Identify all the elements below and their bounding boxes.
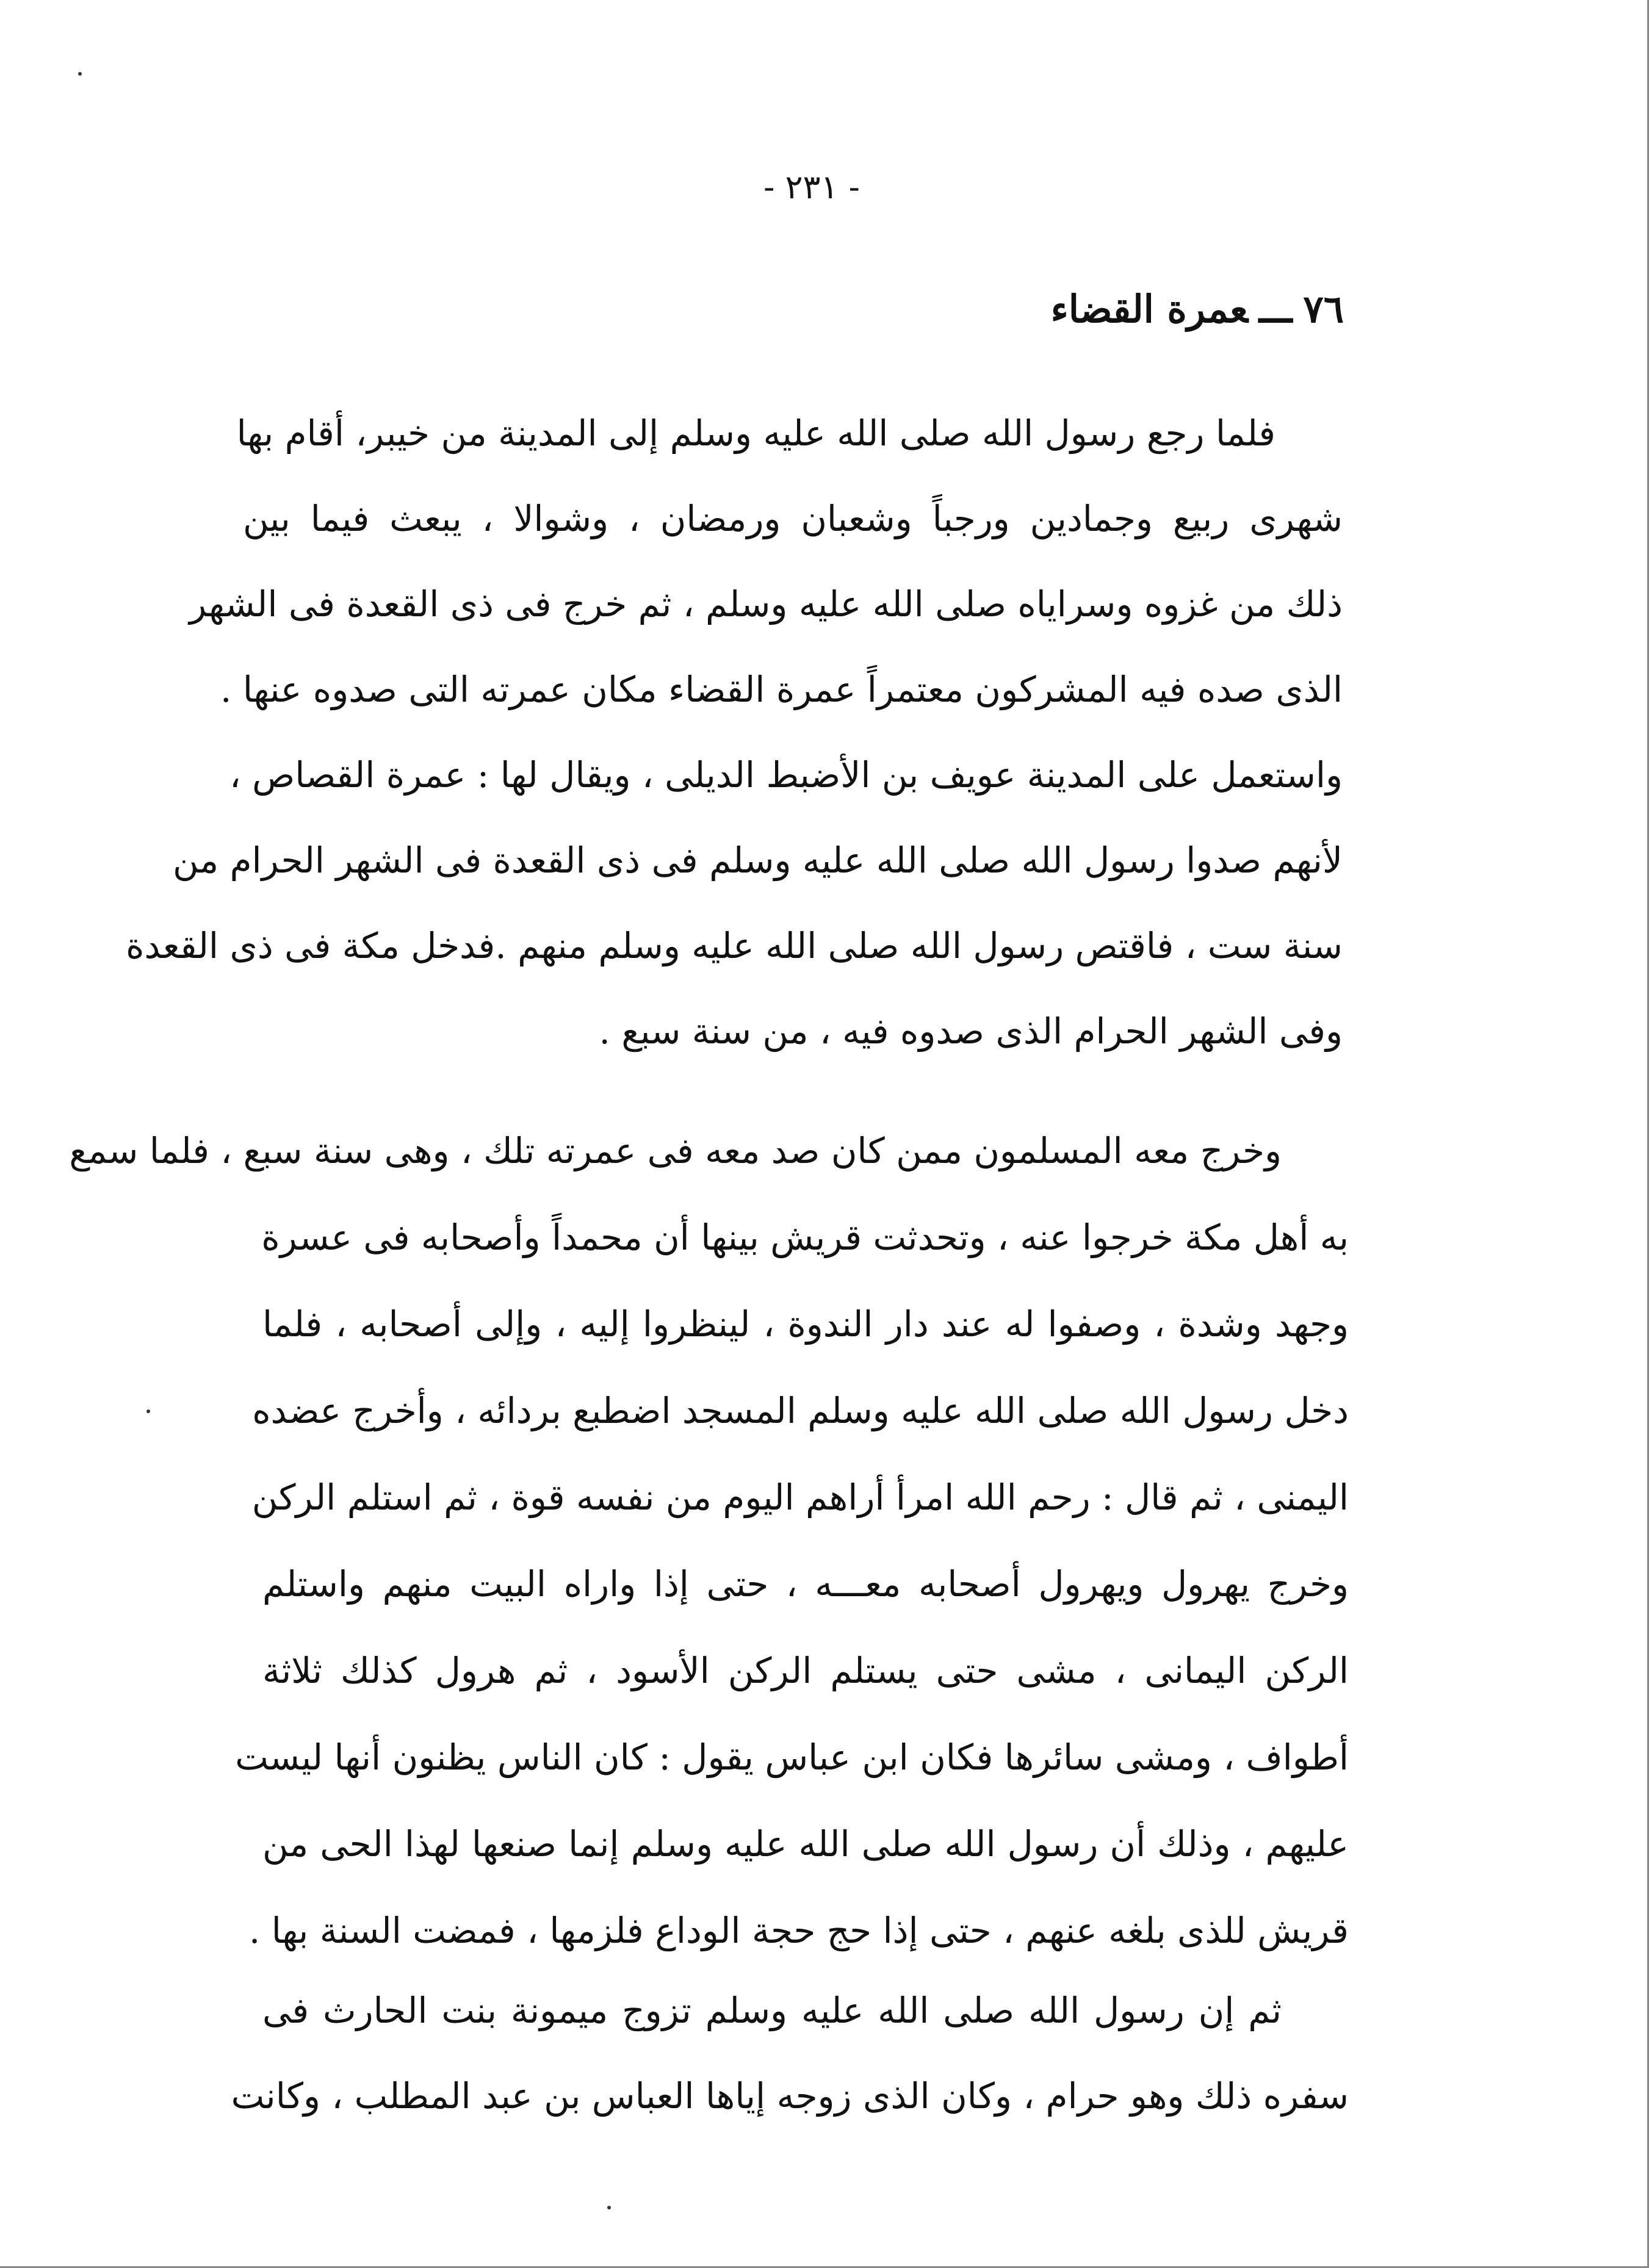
- scan-speck: [607, 2206, 611, 2209]
- paragraph-1: [126, 391, 1343, 1074]
- text-line: عليهم ، وذلك أن رسول الله صلى الله عليه وسلم إنما صنعها لهذا الحى من: [262, 1823, 1349, 1865]
- section-number: ٧٦: [1303, 287, 1344, 331]
- section-dash: ـــ: [1258, 287, 1293, 331]
- text-line: اليمنى ، ثم قال : رحم الله امرأ أراهم اليوم من نفسه قوة ، ثم استلم الركن: [251, 1477, 1349, 1518]
- text-line: أطواف ، ومشى سائرها فكان ابن عباس يقول : كان الناس يظنون أنها ليست: [235, 1737, 1349, 1778]
- text-line: الذى صده فيه المشركون معتمراً عمرة القضاء مكان عمرته التى صدوه عنها .: [220, 669, 1343, 710]
- text-line: وجهد وشدة ، وصفوا له عند دار الندوة ، لينظروا إليه ، وإلى أصحابه ، فلما: [262, 1303, 1349, 1345]
- text-line: لأنهم صدوا رسول الله صلى الله عليه وسلم فى ذى القعدة فى الشهر الحرام من: [172, 840, 1343, 881]
- page-number: - ٢٣١ -: [763, 168, 860, 206]
- text-line: ذلك من غزوه وسراياه صلى الله عليه وسلم ، ثم خرج فى ذى القعدة فى الشهر: [189, 583, 1343, 625]
- text-line: قريش للذى بلغه عنهم ، حتى إذا حج حجة الوداع فلزمها ، فمضت السنة بها .: [248, 1910, 1349, 1951]
- text-line: ثم إن رسول الله صلى الله عليه وسلم تزوج ميمونة بنت الحارث فى: [262, 1990, 1282, 2031]
- text-line: واستعمل على المدينة عويف بن الأضبط الديلى ، ويقال لها : عمرة القصاص ،: [229, 754, 1343, 796]
- text-line: وخرج معه المسلمون ممن كان صد معه فى عمرته تلك ، وهى سنة سبع ، فلما سمع: [69, 1130, 1282, 1172]
- text-line: سفره ذلك وهو حرام ، وكان الذى زوجه إياها العباس بن عبد المطلب ، وكانت: [231, 2075, 1349, 2117]
- text-line: الركن اليمانى ، مشى حتى يستلم الركن الأسود ، ثم هرول كذلك ثلاثة: [262, 1650, 1349, 1691]
- text-line: به أهل مكة خرجوا عنه ، وتحدثت قريش بينها أن محمداً وأصحابه فى عسرة: [261, 1217, 1349, 1258]
- text-line: شهرى ربيع وجمادين ورجباً وشعبان ورمضان ، وشوالا ، يبعث فيما بين: [243, 498, 1343, 539]
- text-line: دخل رسول الله صلى الله عليه وسلم المسجد اضطبع بردائه ، وأخرج عضده: [252, 1390, 1349, 1431]
- text-line: وخرج يهرول ويهرول أصحابه معـــه ، حتى إذا واراه البيت منهم واستلم: [262, 1563, 1349, 1605]
- scan-speck: [146, 1409, 150, 1413]
- section-heading: [1051, 287, 1344, 331]
- text-line: وفى الشهر الحرام الذى صدوه فيه ، من سنة سبع .: [599, 1010, 1343, 1052]
- paragraph-3: [231, 1968, 1349, 2139]
- scan-speck: [78, 72, 82, 76]
- text-line: فلما رجع رسول الله صلى الله عليه وسلم إلى المدينة من خيبر، أقام بها: [236, 412, 1276, 454]
- section-title: عمرة القضاء: [1050, 287, 1248, 331]
- text-line: سنة ست ، فاقتص رسول الله صلى الله عليه وسلم منهم .فدخل مكة فى ذى القعدة: [126, 925, 1343, 967]
- paragraph-2: [69, 1107, 1349, 1974]
